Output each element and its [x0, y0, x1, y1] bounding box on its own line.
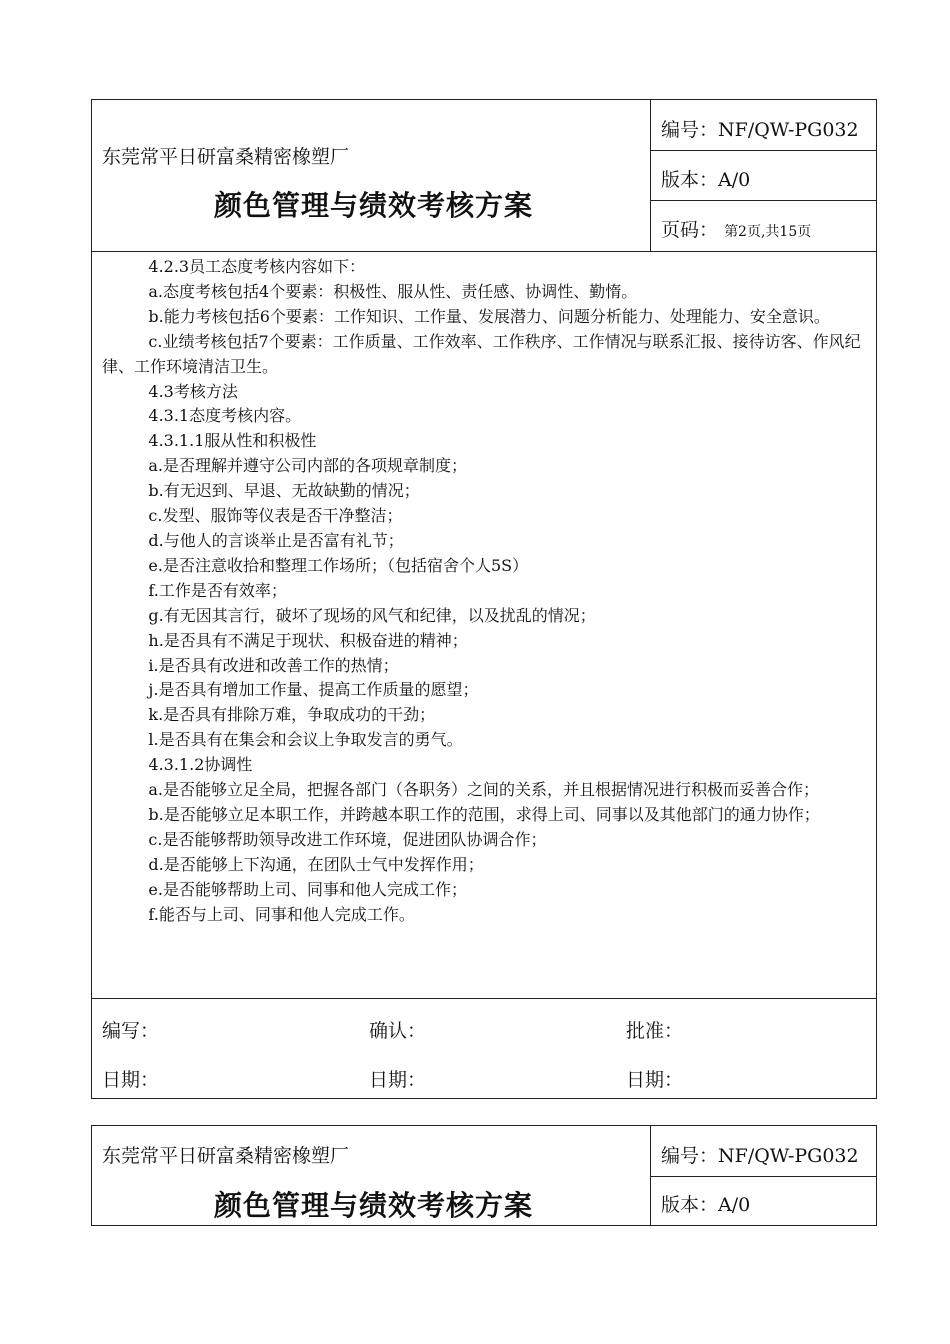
body-line: 4.3考核方法: [148, 381, 238, 401]
meta-row-divider: [650, 200, 876, 201]
body-line: k.是否具有排除万难，争取成功的干劲；: [148, 705, 436, 725]
body-line: c.发型、服饰等仪表是否干净整洁；: [148, 506, 403, 526]
page-number-label: 页码：: [661, 219, 719, 241]
body-line: b.是否能够立足本职工作，并跨越本职工作的范围，求得上司、同事以及其他部门的通力协作；: [148, 804, 820, 824]
approved-by-label: 批准：: [626, 1020, 684, 1042]
next-page-header: [91, 1125, 877, 1226]
body-line: 4.3.1态度考核内容。: [148, 406, 302, 426]
body-line: 4.3.1.2协调性: [148, 755, 253, 775]
body-line: 4.3.1.1服从性和积极性: [148, 431, 317, 451]
date-label: 日期：: [626, 1069, 684, 1091]
body-line: a.是否理解并遵守公司内部的各项规章制度；: [148, 456, 468, 476]
body-line: f.能否与上司、同事和他人完成工作。: [148, 904, 415, 924]
version-value: A/0: [718, 169, 751, 191]
doc-number-label: 编号：: [661, 119, 719, 141]
document-title: 颜色管理与绩效考核方案: [214, 1189, 534, 1222]
body-text: [102, 255, 868, 927]
body-line: g.有无因其言行，破坏了现场的风气和纪律，以及扰乱的情况；: [148, 605, 596, 625]
doc-number-value: NF/QW-PG032: [718, 119, 859, 141]
body-line: b.能力考核包括6个要素：工作知识、工作量、发展潜力、问题分析能力、处理能力、安全意识。: [148, 306, 830, 326]
version: [661, 1190, 750, 1217]
body-line: e.是否能够帮助上司、同事和他人完成工作；: [148, 879, 467, 899]
doc-number-value: NF/QW-PG032: [718, 1145, 859, 1167]
body-line: f.工作是否有效率；: [148, 580, 287, 600]
body-line: c.是否能够帮助领导改进工作环境，促进团队协调合作；: [148, 829, 547, 849]
doc-number: [661, 1141, 859, 1168]
body-line: b.有无迟到、早退、无故缺勤的情况；: [148, 481, 420, 501]
confirmed-by-label: 确认：: [369, 1020, 427, 1042]
version-label: 版本：: [661, 169, 719, 191]
body-line: h.是否具有不满足于现状、积极奋进的精神；: [148, 630, 468, 650]
doc-number: [661, 115, 859, 142]
body-line: i.是否具有改进和改善工作的热情；: [148, 655, 399, 675]
meta-row-divider: [650, 150, 876, 151]
version-label: 版本：: [661, 1194, 719, 1216]
body-line: a.态度考核包括4个要素：积极性、服从性、责任感、协调性、勤惰。: [148, 281, 638, 301]
header-divider: [650, 100, 651, 251]
body-line: d.是否能够上下沟通，在团队士气中发挥作用；: [148, 854, 484, 874]
date-label: 日期：: [102, 1069, 160, 1091]
company-name: 东莞常平日研富桑精密橡塑厂: [102, 1145, 350, 1167]
body-line: j.是否具有增加工作量、提高工作质量的愿望；: [148, 680, 479, 700]
body-line: e.是否注意收拾和整理工作场所；（包括宿舍个人5S）: [148, 555, 529, 575]
body-line: 4.2.3员工态度考核内容如下：: [148, 257, 366, 276]
document-frame: [91, 99, 877, 1099]
body-line: a.是否能够立足全局，把握各部门（各职务）之间的关系，并且根据情况进行积极而妥善合作；: [148, 780, 820, 800]
body-section: [92, 252, 876, 998]
written-by-label: 编写：: [102, 1020, 160, 1042]
version: [661, 165, 750, 192]
page-number: [661, 215, 811, 242]
body-line: d.与他人的言谈举止是否富有礼节；: [148, 530, 404, 550]
page-number-value: 第2页,共15页: [724, 224, 812, 240]
doc-number-label: 编号：: [661, 1145, 719, 1167]
version-value: A/0: [718, 1194, 751, 1216]
meta-row-divider: [650, 1176, 876, 1177]
body-line: l.是否具有在集会和会议上争取发言的勇气。: [148, 730, 463, 750]
signature-top-rule: [92, 998, 876, 999]
date-label: 日期：: [369, 1069, 427, 1091]
document-title: 颜色管理与绩效考核方案: [214, 189, 534, 222]
company-name: 东莞常平日研富桑精密橡塑厂: [102, 146, 350, 168]
body-line: c.业绩考核包括7个要素：工作质量、工作效率、工作秩序、工作情况与联系汇报、接待访客、作风纪律、工作环境清洁卫生。: [102, 331, 861, 376]
